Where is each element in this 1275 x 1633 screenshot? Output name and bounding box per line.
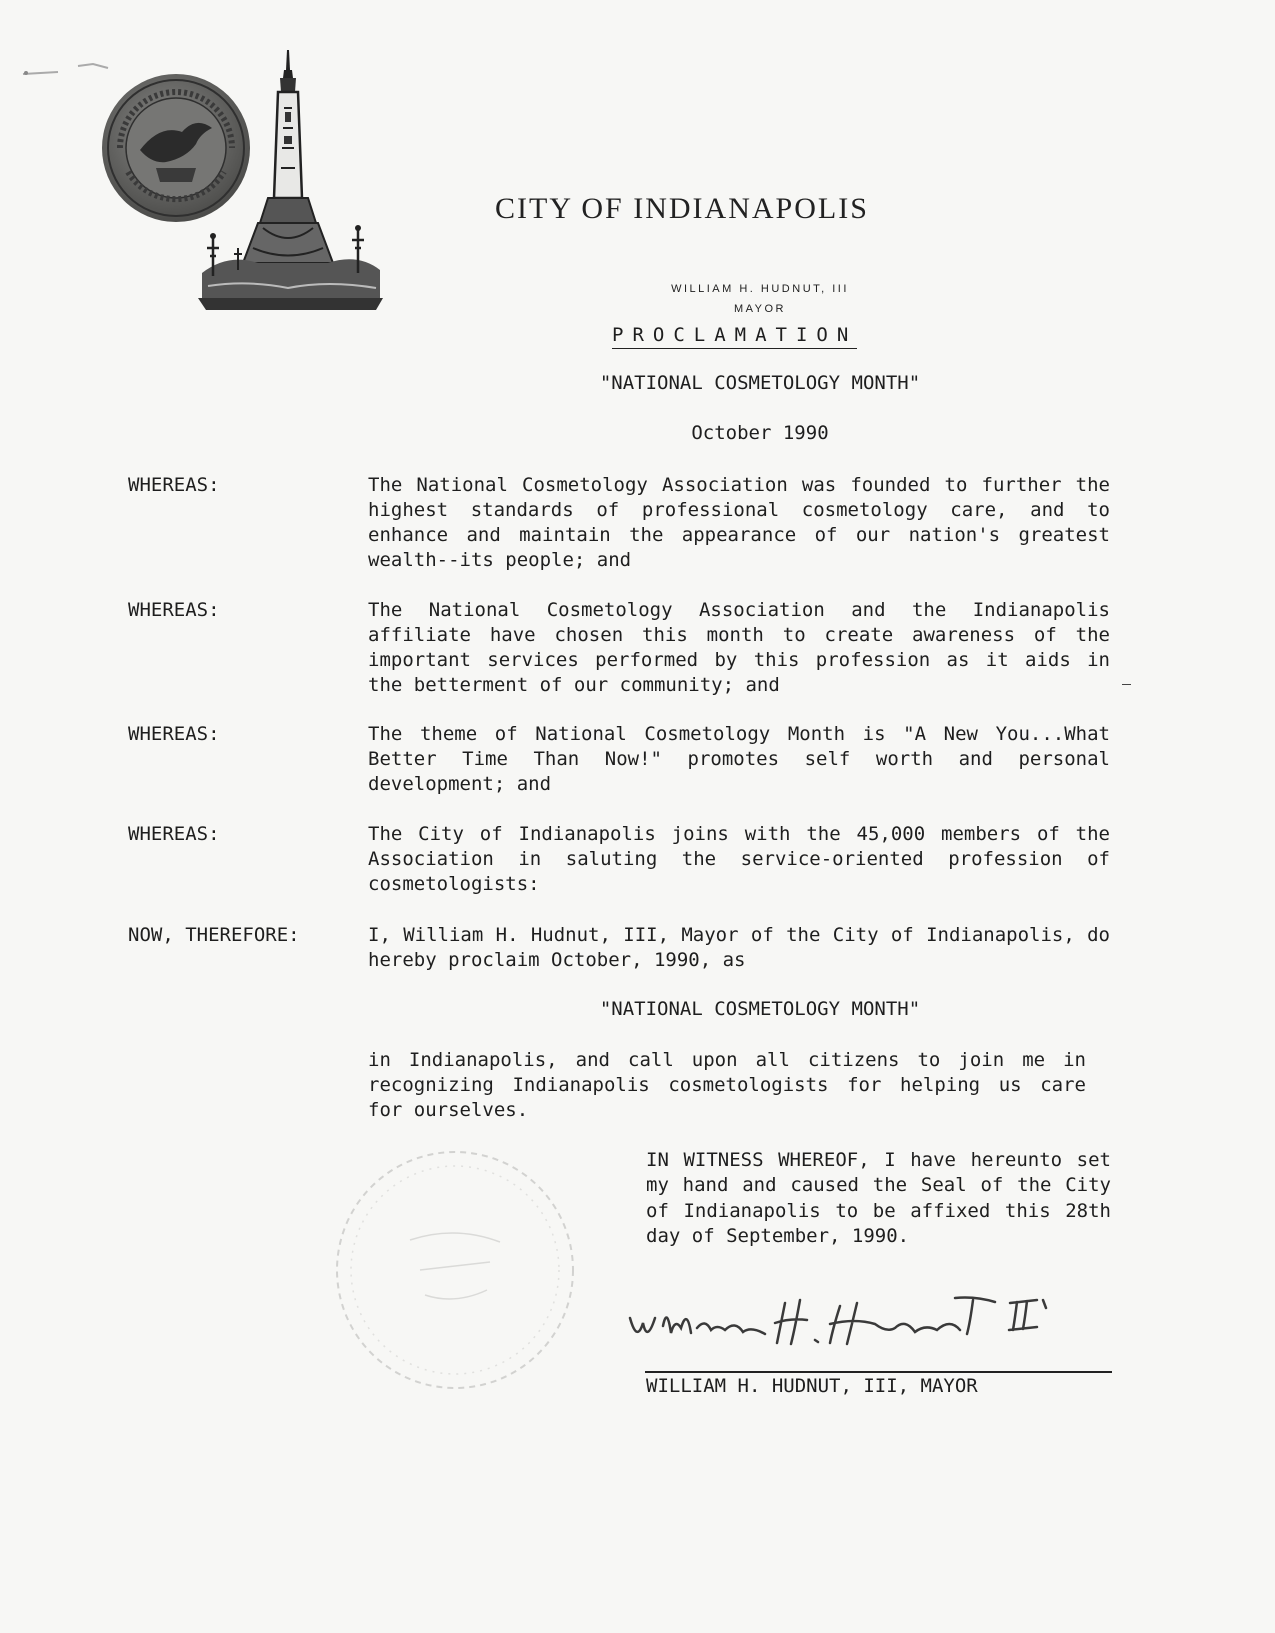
margin-mark — [1122, 684, 1131, 685]
mayor-signature — [625, 1288, 1095, 1358]
proclamation-heading: PROCLAMATION — [612, 323, 857, 349]
proclaimed-title: "NATIONAL COSMETOLOGY MONTH" — [599, 998, 921, 1020]
clause-text: The City of Indianapolis joins with the 45,000 members of the Association in saluting the service-oriented profession of cosmetologists: — [368, 823, 1110, 895]
monument-logo — [198, 48, 383, 313]
clause-label: WHEREAS: — [128, 474, 220, 496]
closing-text: in Indianapolis, and call upon all citizens to join me in recognizing Indianapolis cosmetologists for helping us care for ourselves. — [368, 1049, 1086, 1121]
proclamation-date: October 1990 — [691, 422, 829, 444]
proclamation-title: "NATIONAL COSMETOLOGY MONTH" — [599, 372, 921, 394]
signature-printed-name: WILLIAM H. HUDNUT, III, MAYOR — [646, 1375, 978, 1397]
signature-line — [645, 1371, 1112, 1373]
clause-label: WHEREAS: — [128, 599, 220, 621]
mayor-name-header: WILLIAM H. HUDNUT, III — [671, 283, 849, 295]
clause-label: WHEREAS: — [128, 823, 220, 845]
city-title: CITY OF INDIANAPOLIS — [495, 192, 869, 225]
mayor-title-header: MAYOR — [733, 303, 787, 315]
clause-label: WHEREAS: — [128, 723, 220, 745]
clause-text: The National Cosmetology Association was founded to further the highest standards of professional cosmetology care, and to enhance and maintain the appearance of our nation's greatest wealth--its people; and — [368, 474, 1110, 571]
clause-text: The theme of National Cosmetology Month is "A New You...What Better Time Than Now!" promotes self worth and personal development; and — [368, 723, 1110, 795]
now-therefore-text: I, William H. Hudnut, III, Mayor of the City of Indianapolis, do hereby proclaim October, 1990, as — [368, 924, 1110, 971]
clause-text: The National Cosmetology Association and the Indianapolis affiliate have chosen this month to create awareness of the important services performed by this profession as it aids in the betterment of our community; and — [368, 599, 1110, 696]
embossed-seal — [315, 1130, 595, 1410]
signature-text: William H. Hudnut III — [625, 1356, 638, 1357]
witness-statement: IN WITNESS WHEREOF, I have hereunto set my hand and caused the Seal of the City of Indianapolis to be affixed this 28th day of September, 1990. — [646, 1149, 1111, 1247]
now-therefore-label: NOW, THEREFORE: — [128, 924, 300, 946]
